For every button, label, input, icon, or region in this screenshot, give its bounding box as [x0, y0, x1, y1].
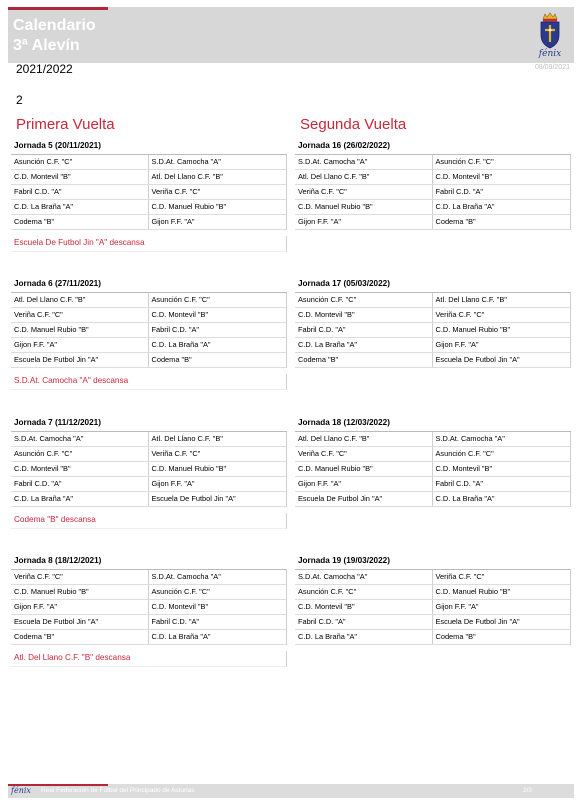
match-row — [295, 185, 570, 200]
match-row — [11, 570, 286, 585]
title-line-2: 3ª Alevín — [13, 37, 80, 54]
away-team: Gijon F.F. "A" — [435, 602, 479, 611]
page-number: 2 — [16, 93, 23, 107]
document-title — [13, 16, 96, 56]
resting-team-note: S.D.At. Camocha "A" descansa — [11, 374, 287, 390]
away-team: Asunción C.F. "C" — [435, 157, 494, 166]
home-team: Atl. Del Llano C.F. "B" — [295, 170, 433, 184]
away-team: Fabril C.D. "A" — [151, 617, 200, 626]
match-row — [295, 585, 570, 600]
home-team: Fabril C.D. "A" — [11, 477, 149, 491]
away-team: Escuela De Futbol Jin "A" — [151, 494, 236, 503]
home-team: S.D.At. Camocha "A" — [295, 155, 433, 169]
home-team: Veriña C.F. "C" — [11, 308, 149, 322]
home-team: Asunción C.F. "C" — [11, 155, 149, 169]
fenix-logo — [534, 11, 566, 61]
home-team: Codema "B" — [295, 353, 433, 367]
match-row — [295, 477, 570, 492]
title-line-1: Calendario — [13, 17, 96, 34]
logo-wordmark: fénix — [538, 49, 562, 59]
away-team: S.D.At. Camocha "A" — [151, 572, 221, 581]
print-date: 08/09/2021 — [534, 64, 570, 71]
away-team: Atl. Del Llano C.F. "B" — [151, 172, 223, 181]
home-team: Asunción C.F. "C" — [295, 293, 433, 307]
match-list — [11, 293, 287, 368]
home-team: C.D. Montevil "B" — [295, 600, 433, 614]
away-team: Veriña C.F. "C" — [151, 187, 201, 196]
jornada-block — [295, 554, 571, 645]
season-label: 2021/2022 — [16, 62, 73, 76]
home-team: Fabril C.D. "A" — [11, 185, 149, 199]
home-team: Veriña C.F. "C" — [295, 185, 433, 199]
home-team: Asunción C.F. "C" — [11, 447, 149, 461]
away-team: Codema "B" — [435, 632, 476, 641]
page-footer — [8, 784, 574, 798]
match-row — [295, 615, 570, 630]
segunda-vuelta-heading: Segunda Vuelta — [300, 116, 407, 133]
match-row — [295, 293, 570, 308]
home-team: Gijon F.F. "A" — [11, 600, 149, 614]
home-team: Asunción C.F. "C" — [295, 585, 433, 599]
jornada-block — [295, 416, 571, 507]
match-row — [11, 155, 286, 170]
match-row — [11, 492, 286, 507]
away-team: S.D.At. Camocha "A" — [435, 434, 505, 443]
match-list — [295, 155, 571, 230]
away-team: C.D. Montevil "B" — [435, 464, 493, 473]
home-team: C.D. Montevil "B" — [11, 170, 149, 184]
match-row — [295, 338, 570, 353]
match-row — [11, 353, 286, 368]
away-team: C.D. La Braña "A" — [151, 632, 211, 641]
home-team: Codema "B" — [11, 215, 149, 229]
home-team: Escuela De Futbol Jin "A" — [295, 492, 433, 506]
away-team: C.D. Manuel Rubio "B" — [151, 464, 227, 473]
away-team: Fabril C.D. "A" — [151, 325, 200, 334]
jornada-title: Jornada 7 (11/12/2021) — [11, 416, 287, 432]
match-row — [295, 200, 570, 215]
home-team: Atl. Del Llano C.F. "B" — [11, 293, 149, 307]
jornada-title: Jornada 16 (26/02/2022) — [295, 139, 571, 155]
home-team: C.D. Manuel Rubio "B" — [295, 200, 433, 214]
home-team: Escuela De Futbol Jin "A" — [11, 353, 149, 367]
away-team: C.D. Montevil "B" — [435, 172, 493, 181]
match-row — [11, 215, 286, 230]
away-team: C.D. Montevil "B" — [151, 310, 209, 319]
home-team: Gijon F.F. "A" — [295, 215, 433, 229]
away-team: C.D. Manuel Rubio "B" — [435, 325, 511, 334]
home-team: Gijon F.F. "A" — [295, 477, 433, 491]
header-accent-bar — [8, 7, 108, 10]
match-list — [11, 432, 287, 507]
match-list — [11, 155, 287, 230]
home-team: Veriña C.F. "C" — [295, 447, 433, 461]
match-list — [11, 570, 287, 645]
home-team: C.D. Montevil "B" — [11, 462, 149, 476]
match-row — [11, 477, 286, 492]
home-team: C.D. La Braña "A" — [295, 338, 433, 352]
away-team: C.D. La Braña "A" — [435, 494, 495, 503]
jornada-block — [295, 139, 571, 230]
away-team: Atl. Del Llano C.F. "B" — [435, 295, 507, 304]
home-team: Atl. Del Llano C.F. "B" — [295, 432, 433, 446]
federation-name: Real Federación de Fútbol del Principado de Asturias — [41, 787, 195, 794]
match-row — [11, 323, 286, 338]
away-team: Fabril C.D. "A" — [435, 479, 484, 488]
jornada-title: Jornada 8 (18/12/2021) — [11, 554, 287, 570]
away-team: C.D. Manuel Rubio "B" — [151, 202, 227, 211]
home-team: C.D. La Braña "A" — [11, 200, 149, 214]
home-team: Gijon F.F. "A" — [11, 338, 149, 352]
home-team: Codema "B" — [11, 630, 149, 644]
match-row — [295, 432, 570, 447]
match-row — [295, 600, 570, 615]
match-list — [295, 570, 571, 645]
footer-page-number: 2/3 — [522, 787, 532, 794]
away-team: Escuela De Futbol Jin "A" — [435, 617, 520, 626]
away-team: Codema "B" — [435, 217, 476, 226]
home-team: Escuela De Futbol Jin "A" — [11, 615, 149, 629]
match-list — [295, 432, 571, 507]
match-row — [11, 308, 286, 323]
home-team: Fabril C.D. "A" — [295, 615, 433, 629]
match-row — [11, 600, 286, 615]
away-team: C.D. Manuel Rubio "B" — [435, 587, 511, 596]
footer-logo: fénix — [11, 786, 31, 795]
match-row — [11, 630, 286, 645]
match-row — [295, 215, 570, 230]
home-team: C.D. Manuel Rubio "B" — [11, 323, 149, 337]
away-team: Fabril C.D. "A" — [435, 187, 484, 196]
away-team: Asunción C.F. "C" — [151, 587, 210, 596]
away-team: Gijon F.F. "A" — [151, 217, 195, 226]
match-row — [295, 492, 570, 507]
jornada-block — [295, 277, 571, 368]
match-row — [11, 185, 286, 200]
match-row — [295, 630, 570, 645]
home-team: S.D.At. Camocha "A" — [295, 570, 433, 584]
resting-team-note: Escuela De Futbol Jin "A" descansa — [11, 236, 287, 252]
away-team: Atl. Del Llano C.F. "B" — [151, 434, 223, 443]
jornada-title: Jornada 6 (27/11/2021) — [11, 277, 287, 293]
match-row — [11, 200, 286, 215]
match-row — [11, 615, 286, 630]
home-team: C.D. La Braña "A" — [11, 492, 149, 506]
away-team: C.D. La Braña "A" — [151, 340, 211, 349]
match-row — [295, 155, 570, 170]
home-team: C.D. La Braña "A" — [295, 630, 433, 644]
match-row — [295, 462, 570, 477]
match-row — [11, 585, 286, 600]
match-row — [295, 353, 570, 368]
primera-vuelta-heading: Primera Vuelta — [16, 116, 115, 133]
home-team: C.D. Montevil "B" — [295, 308, 433, 322]
away-team: Veriña C.F. "C" — [151, 449, 201, 458]
match-row — [295, 308, 570, 323]
away-team: Codema "B" — [151, 355, 192, 364]
away-team: Veriña C.F. "C" — [435, 572, 485, 581]
jornada-block — [11, 139, 287, 252]
home-team: Fabril C.D. "A" — [295, 323, 433, 337]
jornada-block — [11, 416, 287, 529]
away-team: C.D. La Braña "A" — [435, 202, 495, 211]
jornada-title: Jornada 17 (05/03/2022) — [295, 277, 571, 293]
away-team: Gijon F.F. "A" — [151, 479, 195, 488]
match-row — [295, 323, 570, 338]
jornada-title: Jornada 18 (12/03/2022) — [295, 416, 571, 432]
away-team: Asunción C.F. "C" — [151, 295, 210, 304]
crest-icon — [534, 11, 566, 51]
match-row — [11, 293, 286, 308]
home-team: C.D. Manuel Rubio "B" — [295, 462, 433, 476]
away-team: S.D.At. Camocha "A" — [151, 157, 221, 166]
away-team: Asunción C.F. "C" — [435, 449, 494, 458]
match-list — [295, 293, 571, 368]
jornada-block — [11, 554, 287, 667]
away-team: Gijon F.F. "A" — [435, 340, 479, 349]
away-team: Veriña C.F. "C" — [435, 310, 485, 319]
match-row — [295, 570, 570, 585]
resting-team-note: Codema "B" descansa — [11, 513, 287, 529]
jornada-block — [11, 277, 287, 390]
jornada-title: Jornada 5 (20/11/2021) — [11, 139, 287, 155]
match-row — [11, 432, 286, 447]
resting-team-note: Atl. Del Llano C.F. "B" descansa — [11, 651, 287, 667]
match-row — [295, 170, 570, 185]
home-team: C.D. Manuel Rubio "B" — [11, 585, 149, 599]
match-row — [11, 170, 286, 185]
home-team: Veriña C.F. "C" — [11, 570, 149, 584]
jornada-title: Jornada 19 (19/03/2022) — [295, 554, 571, 570]
away-team: C.D. Montevil "B" — [151, 602, 209, 611]
match-row — [11, 447, 286, 462]
away-team: Escuela De Futbol Jin "A" — [435, 355, 520, 364]
match-row — [11, 462, 286, 477]
match-row — [11, 338, 286, 353]
match-row — [295, 447, 570, 462]
home-team: S.D.At. Camocha "A" — [11, 432, 149, 446]
page-header — [8, 7, 574, 63]
